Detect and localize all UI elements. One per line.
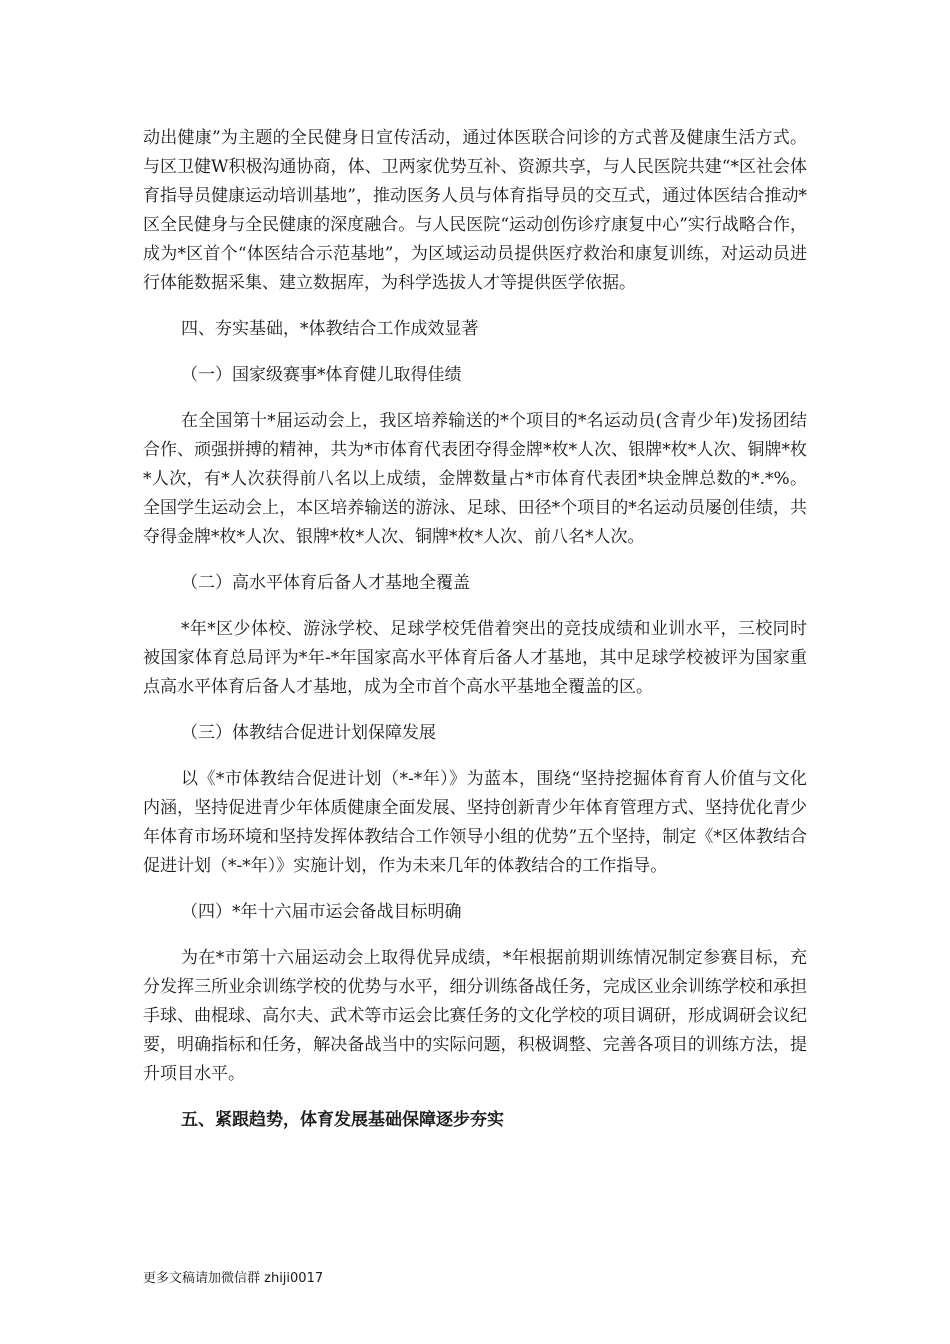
section-heading-5: 五、紧跟趋势，体育发展基础保障逐步夯实 (181, 1110, 504, 1130)
paragraph-national-games: 在全国第十*届运动会上，我区培养输送的*个项目的*名运动员(含青少年)发扬团结合作、顽强拼搏的精神，共为*市体育代表团夺得金牌*枚*人次、银牌*枚*人次、铜牌*枚*人次，有*人次获得前八名以上成绩，金牌数量占*市体育代表团*块金牌总数的*.*%。全国学生运动会上，本区培养输送的游泳、足球、田径*个项目的*名运动员屡创佳绩，共夺得金牌*枚*人次、银牌*枚*人次、铜牌*枚*人次、前八名*人次。 (143, 411, 807, 547)
paragraph-city-games-prep: 为在*市第十六届运动会上取得优异成绩，*年根据前期训练情况制定参赛目标，充分发挥三所业余训练学校的优势与水平，细分训练备战任务，完成区业余训练学校和承担手球、曲棍球、高尔夫、武术等市运会比赛任务的文化学校的项目调研，形成调研会议纪要，明确指标和任务，解决备战当中的实际问题，积极调整、完善各项目的训练方法，提升项目水平。 (143, 948, 807, 1084)
paragraph-promotion-plan: 以《*市体教结合促进计划（*-*年）》为蓝本，围绕“坚持挖掘体育育人价值与文化内涵，坚持促进青少年体质健康全面发展、坚持创新青少年体育管理方式、坚持优化青少年体育市场环境和坚持发挥体教结合工作领导小组的优势”五个坚持，制定《*区体教结合促进计划（*-*年）》实施计划，作为未来几年的体教结合的工作指导。 (143, 769, 807, 876)
subsection-heading-4-3: （三）体教结合促进计划保障发展 (181, 723, 436, 743)
paragraph-health-promotion: 动出健康”为主题的全民健身日宣传活动，通过体医联合问诊的方式普及健康生活方式。与区卫健W积极沟通协商，体、卫两家优势互补、资源共享，与人民医院共建“*区社会体育指导员健康运动培训基地”，推动医务人员与体育指导员的交互式，通过体医结合推动*区全民健身与全民健康的深度融合。与人民医院“运动创伤诊疗康复中心”实行战略合作，成为*区首个“体医结合示范基地”，为区域运动员提供医疗救治和康复训练，对运动员进行体能数据采集、建立数据库，为科学选拔人才等提供医学依据。 (143, 128, 807, 293)
subsection-heading-4-2: （二）高水平体育后备人才基地全覆盖 (181, 573, 470, 593)
document-body (143, 124, 807, 1135)
section-heading-4: 四、夯实基础，*体教结合工作成效显著 (181, 319, 479, 339)
subsection-heading-4-4: （四）*年十六届市运会备战目标明确 (181, 902, 462, 922)
subsection-heading-4-1: （一）国家级赛事*体育健儿取得佳绩 (181, 365, 462, 385)
page-footer: 更多文稿请加微信群 zhiji0017 (143, 1271, 324, 1286)
paragraph-reserve-talent: *年*区少体校、游泳学校、足球学校凭借着突出的竞技成绩和业训水平，三校同时被国家体育总局评为*年-*年国家高水平体育后备人才基地，其中足球学校被评为国家重点高水平体育后备人才基地，成为全市首个高水平基地全覆盖的区。 (143, 619, 807, 697)
